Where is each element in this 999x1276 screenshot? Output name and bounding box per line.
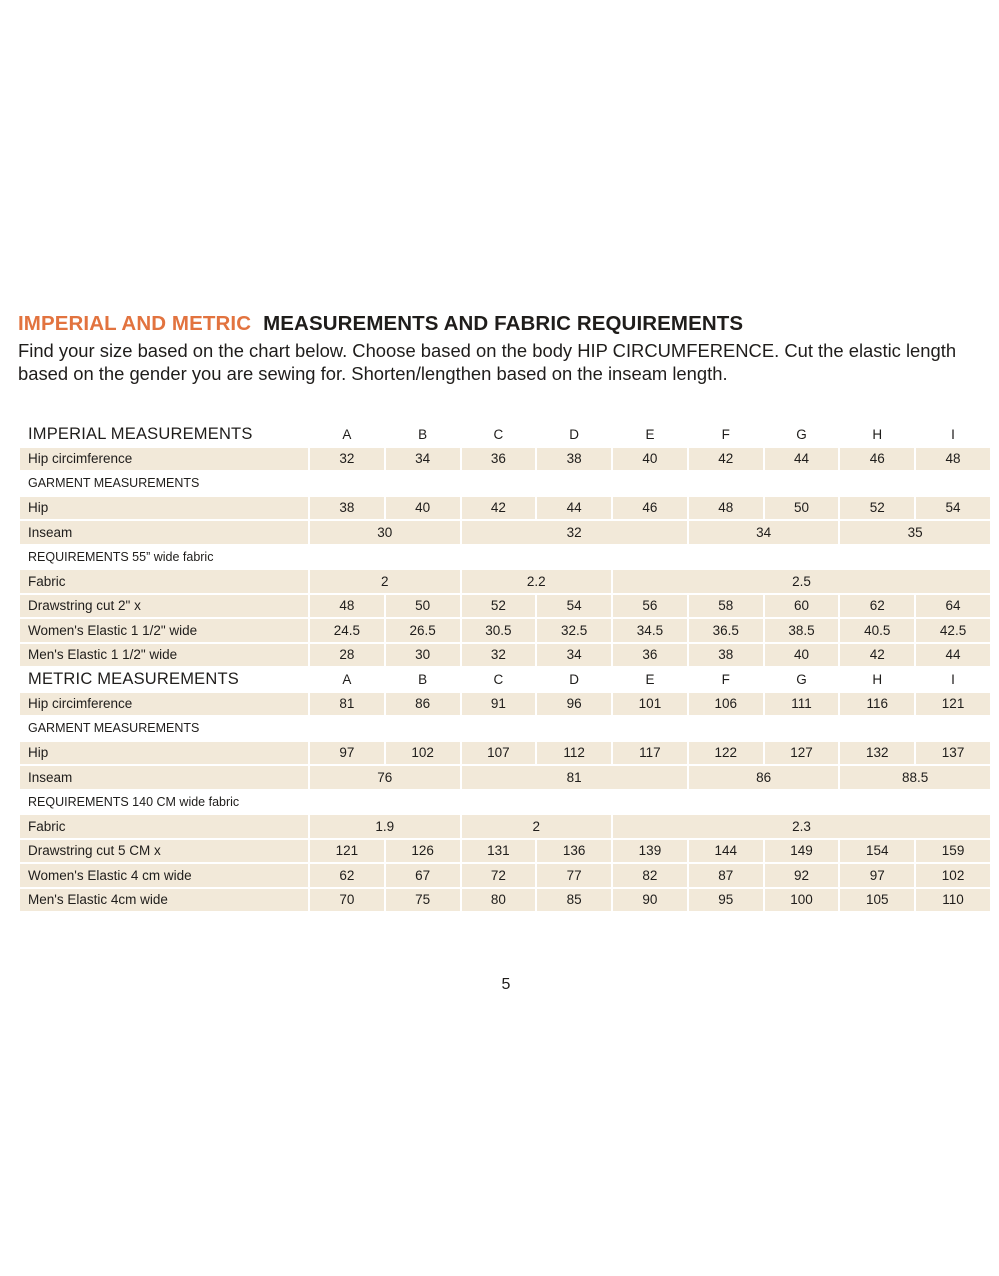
cell: 32 [462, 521, 687, 544]
cell: 62 [310, 864, 384, 887]
table-row [20, 693, 990, 716]
size-label: I [951, 426, 955, 442]
cell: 100 [765, 889, 839, 912]
row-label: Men's Elastic 4cm wide [20, 889, 308, 912]
cell: 105 [840, 889, 914, 912]
row-label: Hip circimference [20, 693, 308, 716]
cell: 87 [689, 864, 763, 887]
imperial-header-row [20, 423, 990, 446]
cell: 40 [613, 448, 687, 471]
cell: 77 [537, 864, 611, 887]
table-row [20, 570, 990, 593]
cell: 121 [916, 693, 990, 716]
size-label: G [796, 671, 807, 687]
cell: 75 [386, 889, 460, 912]
cell: 72 [462, 864, 536, 887]
cell: 136 [537, 840, 611, 863]
cell: 42.5 [916, 619, 990, 642]
cell: 35 [840, 521, 990, 544]
cell: 54 [537, 595, 611, 618]
cell: 42 [689, 448, 763, 471]
subsection-title: GARMENT MEASUREMENTS [28, 721, 200, 736]
heading-rest: MEASUREMENTS AND FABRIC REQUIREMENTS [263, 312, 744, 335]
cell: 2 [462, 815, 612, 838]
table-row [20, 766, 990, 789]
cell: 90 [613, 889, 687, 912]
subsection-row [20, 472, 990, 495]
cell: 48 [310, 595, 384, 618]
size-label: C [493, 426, 504, 442]
subsection-title: REQUIREMENTS 55” wide fabric [28, 549, 214, 564]
cell: 32.5 [537, 619, 611, 642]
table-row [20, 815, 990, 838]
cell: 70 [310, 889, 384, 912]
table-row [20, 864, 990, 887]
cell: 127 [765, 742, 839, 765]
metric-title: METRIC MEASUREMENTS [28, 669, 239, 688]
cell: 2.5 [613, 570, 990, 593]
cell: 112 [537, 742, 611, 765]
size-label: D [569, 671, 580, 687]
subsection-title: REQUIREMENTS 140 CM wide fabric [28, 794, 240, 809]
cell: 92 [765, 864, 839, 887]
cell: 34 [537, 644, 611, 667]
cell: 48 [916, 448, 990, 471]
cell: 116 [840, 693, 914, 716]
cell: 42 [462, 497, 536, 520]
cell: 44 [537, 497, 611, 520]
cell: 76 [310, 766, 460, 789]
cell: 64 [916, 595, 990, 618]
cell: 2.2 [462, 570, 612, 593]
cell: 34.5 [613, 619, 687, 642]
table-row [20, 644, 990, 667]
cell: 38 [310, 497, 384, 520]
cell: 139 [613, 840, 687, 863]
cell: 80 [462, 889, 536, 912]
row-label: Inseam [20, 521, 308, 544]
cell: 86 [689, 766, 839, 789]
cell: 54 [916, 497, 990, 520]
row-label: Women's Elastic 4 cm wide [20, 864, 308, 887]
size-label: A [342, 671, 352, 687]
cell: 149 [765, 840, 839, 863]
cell: 137 [916, 742, 990, 765]
cell: 1.9 [310, 815, 460, 838]
cell: 28 [310, 644, 384, 667]
cell: 101 [613, 693, 687, 716]
cell: 97 [310, 742, 384, 765]
cell: 126 [386, 840, 460, 863]
cell: 62 [840, 595, 914, 618]
cell: 122 [689, 742, 763, 765]
cell: 82 [613, 864, 687, 887]
cell: 111 [765, 693, 839, 716]
size-label: F [721, 426, 730, 442]
cell: 52 [462, 595, 536, 618]
cell: 81 [462, 766, 687, 789]
cell: 36 [462, 448, 536, 471]
cell: 46 [613, 497, 687, 520]
row-label: Drawstring cut 2" x [20, 595, 308, 618]
cell: 2 [310, 570, 460, 593]
cell: 102 [916, 864, 990, 887]
table-row [20, 448, 990, 471]
row-label: Fabric [20, 570, 308, 593]
cell: 48 [689, 497, 763, 520]
cell: 36.5 [689, 619, 763, 642]
size-label: E [645, 671, 655, 687]
imperial-title: IMPERIAL MEASUREMENTS [28, 424, 253, 443]
cell: 159 [916, 840, 990, 863]
cell: 86 [386, 693, 460, 716]
size-label: I [951, 671, 955, 687]
size-label: C [493, 671, 504, 687]
cell: 50 [386, 595, 460, 618]
cell: 91 [462, 693, 536, 716]
size-label: H [872, 671, 883, 687]
cell: 81 [310, 693, 384, 716]
cell: 2.3 [613, 815, 990, 838]
size-label: G [796, 426, 807, 442]
cell: 121 [310, 840, 384, 863]
cell: 88.5 [840, 766, 990, 789]
row-label: Hip [20, 742, 308, 765]
table-row [20, 497, 990, 520]
size-label: F [721, 671, 730, 687]
row-label: Women's Elastic 1 1/2" wide [20, 619, 308, 642]
size-label: A [342, 426, 352, 442]
cell: 67 [386, 864, 460, 887]
row-label: Drawstring cut 5 CM x [20, 840, 308, 863]
cell: 85 [537, 889, 611, 912]
table-row [20, 742, 990, 765]
intro-paragraph: Find your size based on the chart below. Choose based on the body HIP CIRCUMFERENCE. Cut the elastic length based on the gender you are sewing for. Shorten/lengthen based on the inseam length. [18, 340, 957, 384]
cell: 107 [462, 742, 536, 765]
page-heading [18, 312, 743, 336]
cell: 60 [765, 595, 839, 618]
size-label: H [872, 426, 883, 442]
cell: 154 [840, 840, 914, 863]
table-row [20, 619, 990, 642]
cell: 96 [537, 693, 611, 716]
size-label: E [645, 426, 655, 442]
size-label: B [418, 426, 428, 442]
cell: 30.5 [462, 619, 536, 642]
table-row [20, 840, 990, 863]
cell: 24.5 [310, 619, 384, 642]
cell: 38.5 [765, 619, 839, 642]
cell: 30 [386, 644, 460, 667]
cell: 97 [840, 864, 914, 887]
cell: 30 [310, 521, 460, 544]
cell: 44 [916, 644, 990, 667]
cell: 44 [765, 448, 839, 471]
size-label: B [418, 671, 428, 687]
cell: 34 [386, 448, 460, 471]
cell: 95 [689, 889, 763, 912]
cell: 38 [537, 448, 611, 471]
cell: 38 [689, 644, 763, 667]
cell: 117 [613, 742, 687, 765]
cell: 131 [462, 840, 536, 863]
subsection-row [20, 546, 990, 569]
cell: 56 [613, 595, 687, 618]
cell: 42 [840, 644, 914, 667]
heading-accent: IMPERIAL AND METRIC [18, 312, 252, 335]
row-label: Hip [20, 497, 308, 520]
cell: 46 [840, 448, 914, 471]
size-chart-table [18, 421, 992, 913]
cell: 26.5 [386, 619, 460, 642]
cell: 32 [462, 644, 536, 667]
page-number: 5 [501, 976, 511, 993]
cell: 40 [386, 497, 460, 520]
cell: 50 [765, 497, 839, 520]
cell: 58 [689, 595, 763, 618]
cell: 132 [840, 742, 914, 765]
cell: 102 [386, 742, 460, 765]
table-row [20, 521, 990, 544]
row-label: Inseam [20, 766, 308, 789]
row-label: Hip circimference [20, 448, 308, 471]
cell: 34 [689, 521, 839, 544]
cell: 40 [765, 644, 839, 667]
cell: 110 [916, 889, 990, 912]
subsection-row [20, 791, 990, 814]
cell: 144 [689, 840, 763, 863]
subsection-row [20, 717, 990, 740]
cell: 36 [613, 644, 687, 667]
metric-header-row [20, 668, 990, 691]
cell: 32 [310, 448, 384, 471]
subsection-title: GARMENT MEASUREMENTS [28, 476, 200, 491]
size-label: D [569, 426, 580, 442]
cell: 106 [689, 693, 763, 716]
row-label: Fabric [20, 815, 308, 838]
row-label: Men's Elastic 1 1/2" wide [20, 644, 308, 667]
cell: 40.5 [840, 619, 914, 642]
cell: 52 [840, 497, 914, 520]
table-row [20, 595, 990, 618]
table-row [20, 889, 990, 912]
